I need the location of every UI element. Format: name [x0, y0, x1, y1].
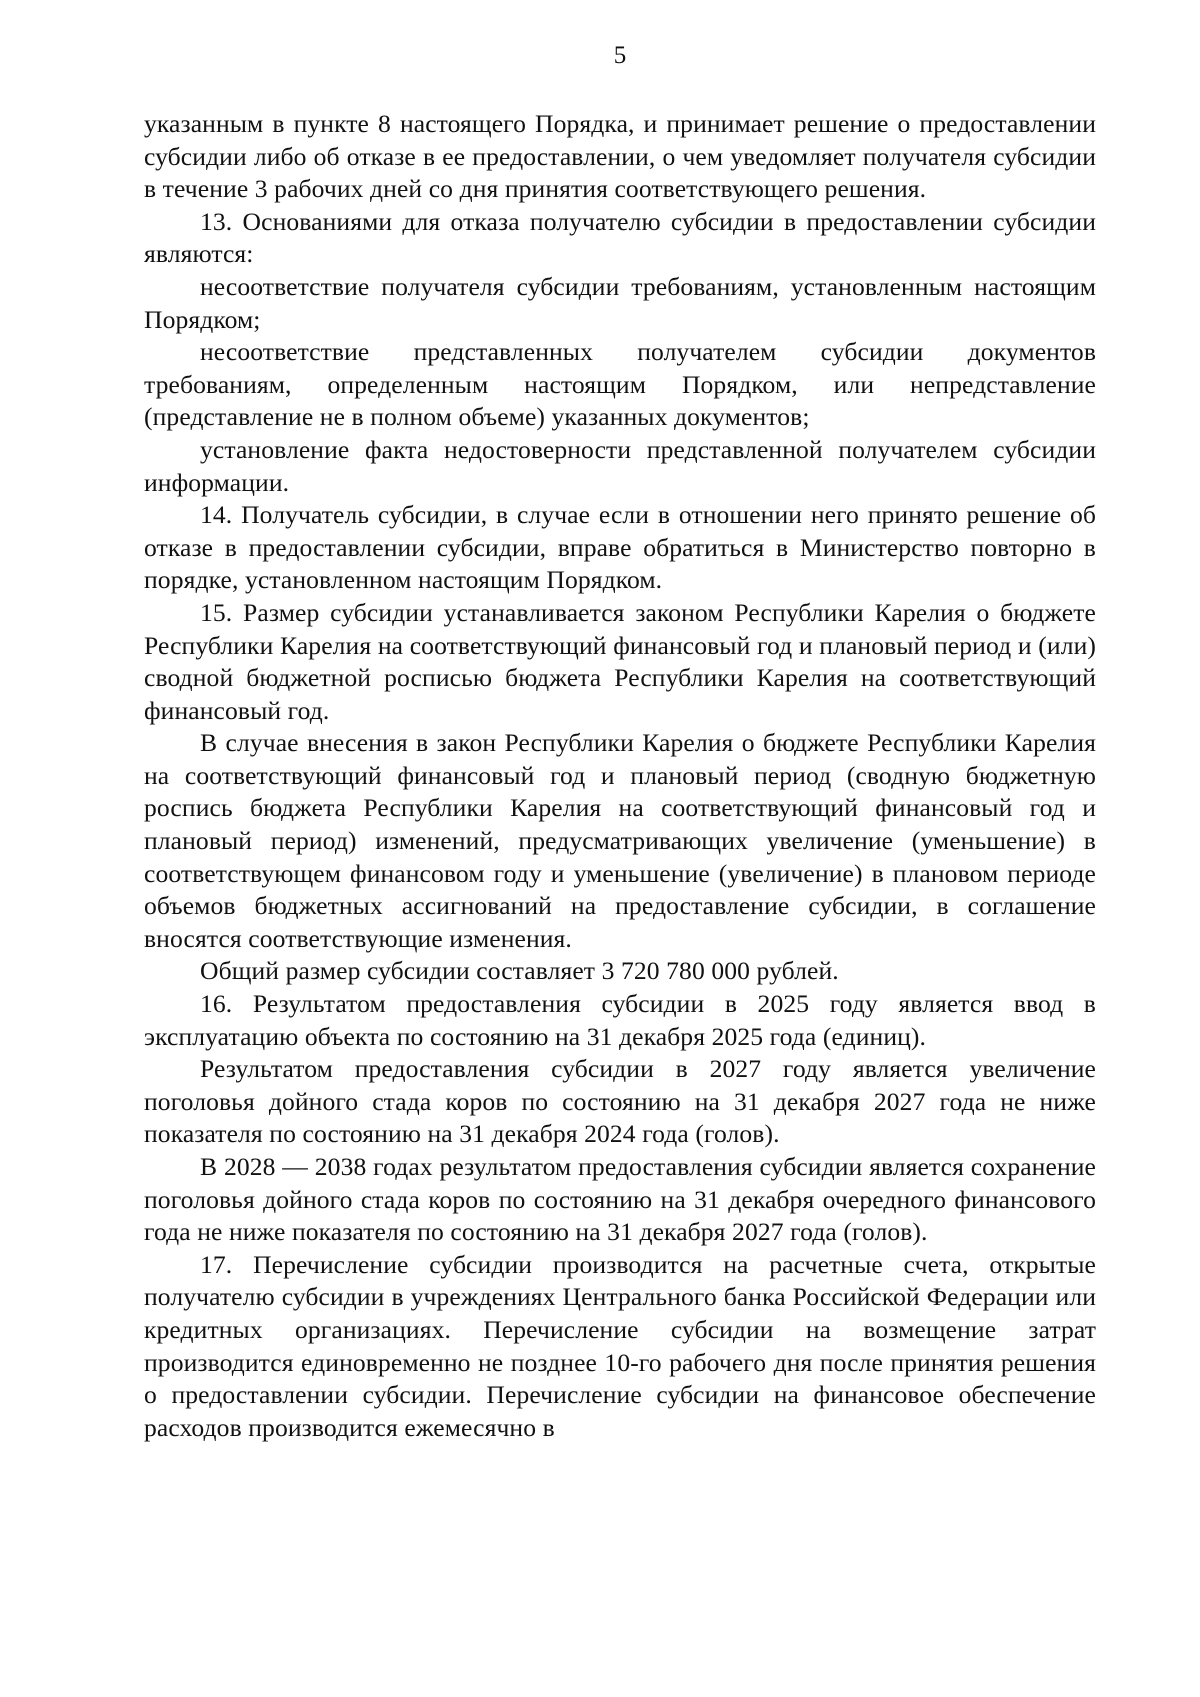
paragraph-13: 13. Основаниями для отказа получателю субсидии в предоставлении субсидии являются:: [144, 206, 1096, 269]
paragraph-16-result-2028-2038: В 2028 — 2038 годах результатом предоставления субсидии является сохранение поголовья дойного стада коров по состоянию на 31 декабря очередного финансового года не ниже показателя по состоянию на 31 декабря 2027 года (голов).: [144, 1152, 1096, 1247]
paragraph-15-budget-changes: В случае внесения в закон Республики Карелия о бюджете Республики Карелия на соответствующий финансовый год и плановый период (сводную бюджетную роспись бюджета Республики Карелия на соответствующий финансовый год и плановый период) изменений, предусматривающих увеличение (уменьшение) в соответствующем финансовом году и уменьшение (увеличение) в плановом периоде объемов бюджетных ассигнований на предоставление субсидии, в соглашение вносятся соответствующие изменения.: [144, 728, 1096, 953]
paragraph-15-total-amount: Общий размер субсидии составляет 3 720 780 000 рублей.: [200, 956, 839, 986]
paragraph-16-result-2027: Результатом предоставления субсидии в 2027 году является увеличение поголовья дойного стада коров по состоянию на 31 декабря 2027 года не ниже показателя по состоянию на 31 декабря 2024 года (голов).: [144, 1054, 1096, 1149]
page-number: 5: [613, 42, 627, 69]
paragraph-16: 16. Результатом предоставления субсидии в 2025 году является ввод в эксплуатацию объекта по состоянию на 31 декабря 2025 года (единиц).: [144, 989, 1096, 1051]
paragraph-13-item-1: несоответствие получателя субсидии требованиям, установленным настоящим Порядком;: [144, 271, 1096, 334]
paragraph-17: 17. Перечисление субсидии производится на расчетные счета, открытые получателю субсидии в учреждениях Центрального банка Российской Федерации или кредитных организациях. Перечисление субсидии на возмещение затрат производится единовременно не позднее 10-го рабочего дня после принятия решения о предоставлении субсидии. Перечисление субсидии на финансовое обеспечение расходов производится ежемесячно в: [144, 1249, 1096, 1442]
paragraph-13-item-2: несоответствие представленных получателем субсидии документов требованиям, определенным настоящим Порядком, или непредставление (представление не в полном объеме) указанных документов;: [144, 337, 1096, 432]
paragraph-continuation: указанным в пункте 8 настоящего Порядка, и принимает решение о предоставлении субсидии либо об отказе в ее предоставлении, о чем уведомляет получателя субсидии в течение 3 рабочих дней со дня принятия соответствующего решения.: [144, 109, 1096, 204]
paragraph-15: 15. Размер субсидии устанавливается законом Республики Карелия о бюджете Республики Карелия на соответствующий финансовый год и плановый период и (или) сводной бюджетной росписью бюджета Республики Карелия на соответствующий финансовый год.: [144, 597, 1096, 725]
paragraph-13-item-3: установление факта недостоверности представленной получателем субсидии информации.: [144, 434, 1096, 497]
paragraph-14: 14. Получатель субсидии, в случае если в отношении него принято решение об отказе в предоставлении субсидии, вправе обратиться в Министерство повторно в порядке, установленном настоящим Порядком.: [144, 500, 1096, 595]
document-body: [144, 108, 1096, 1444]
